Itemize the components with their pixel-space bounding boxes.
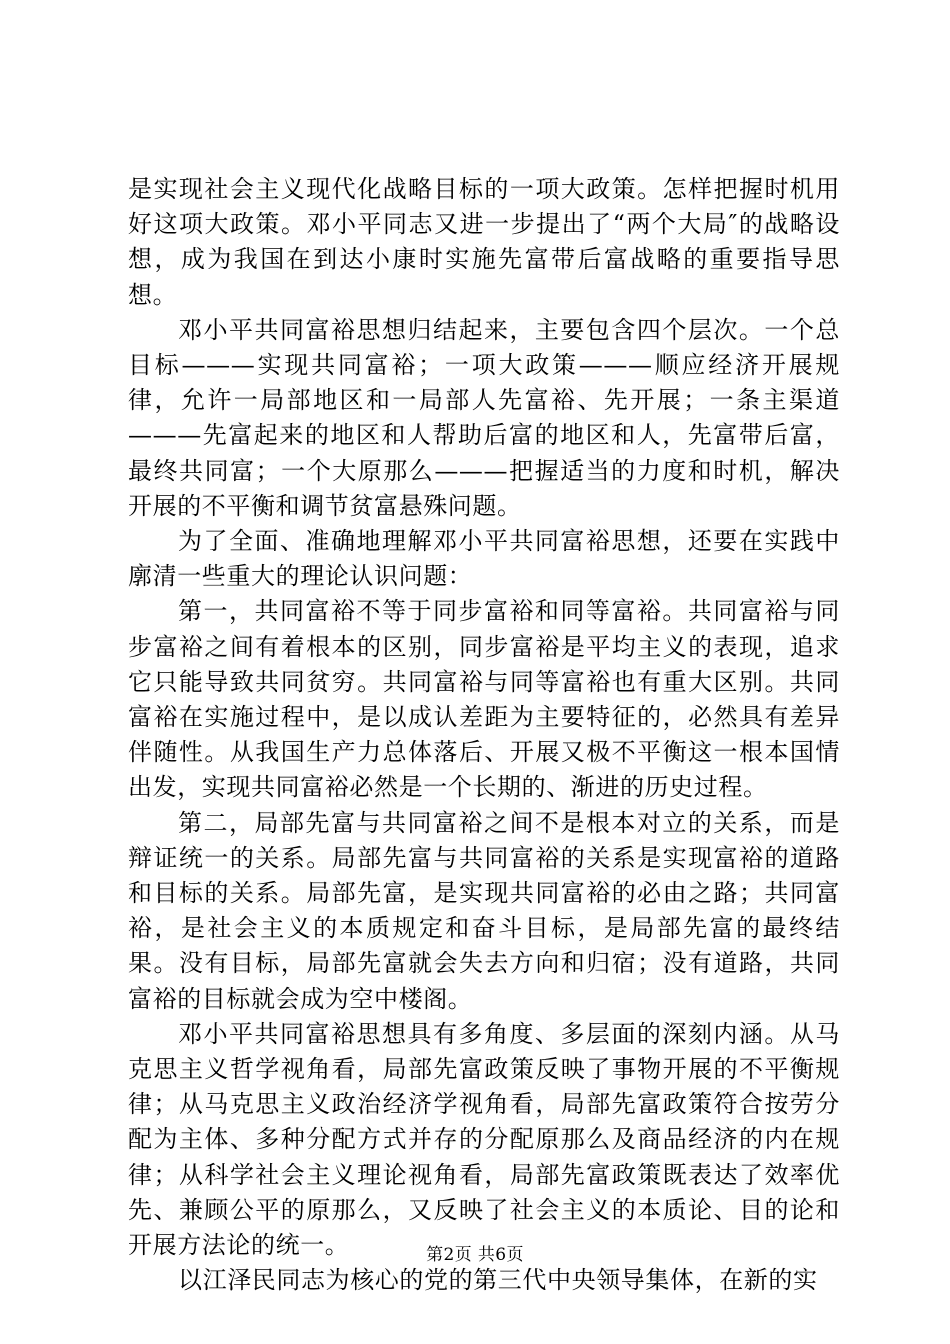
paragraph: 第二，局部先富与共同富裕之间不是根本对立的关系，而是辩证统一的关系。局部先富与共同富裕的关系是实现富裕的道路和目标的关系。局部先富，是实现共同富裕的必由之路；共同富裕，是社会主义的本质规定和奋斗目标，是局部先富的最终结果。没有目标，局部先富就会失去方向和归宿；没有道路，共同富裕的目标就会成为空中楼阁。 [128, 808, 840, 1013]
paragraph: 邓小平共同富裕思想归结起来，主要包含四个层次。一个总目标———实现共同富裕；一项大政策———顺应经济开展规律，允许一局部地区和一局部人先富裕、先开展；一条主渠道———先富起来的地区和人帮助后富的地区和人，先富带后富，最终共同富；一个大原那么———把握适当的力度和时机，解决开展的不平衡和调节贫富悬殊问题。 [128, 315, 840, 520]
paragraph: 第一，共同富裕不等于同步富裕和同等富裕。共同富裕与同步富裕之间有着根本的区别，同步富裕是平均主义的表现，追求它只能导致共同贫穷。共同富裕与同等富裕也有重大区别。共同富裕在实施过程中，是以成认差距为主要特征的，必然具有差异伴随性。从我国生产力总体落后、开展又极不平衡这一根本国情出发，实现共同富裕必然是一个长期的、渐进的历史过程。 [128, 597, 840, 802]
paragraph: 以江泽民同志为核心的党的第三代中央领导集体，在新的实 [178, 1266, 818, 1295]
paragraph: 邓小平共同富裕思想具有多角度、多层面的深刻内涵。从马克思主义哲学视角看，局部先富政策反映了事物开展的不平衡规律；从马克思主义政治经济学视角看，局部先富政策符合按劳分配为主体、多种分配方式并存的分配原那么及商品经济的内在规律；从科学社会主义理论视角看，局部先富政策既表达了效率优先、兼顾公平的原那么，又反映了社会主义的本质论、目的论和开展方法论的统一。 [128, 1019, 840, 1260]
paragraph: 是实现社会主义现代化战略目标的一项大政策。怎样把握时机用好这项大政策。邓小平同志又进一步提出了“两个大局″的战略设想，成为我国在到达小康时实施先富带后富战略的重要指导思想。 [128, 175, 840, 309]
document-body [128, 172, 840, 1299]
paragraph: 为了全面、准确地理解邓小平共同富裕思想，还要在实践中廓清一些重大的理论认识问题： [128, 527, 840, 591]
page-footer [0, 1244, 950, 1266]
page-indicator: 第2页 共6页 [426, 1245, 524, 1265]
